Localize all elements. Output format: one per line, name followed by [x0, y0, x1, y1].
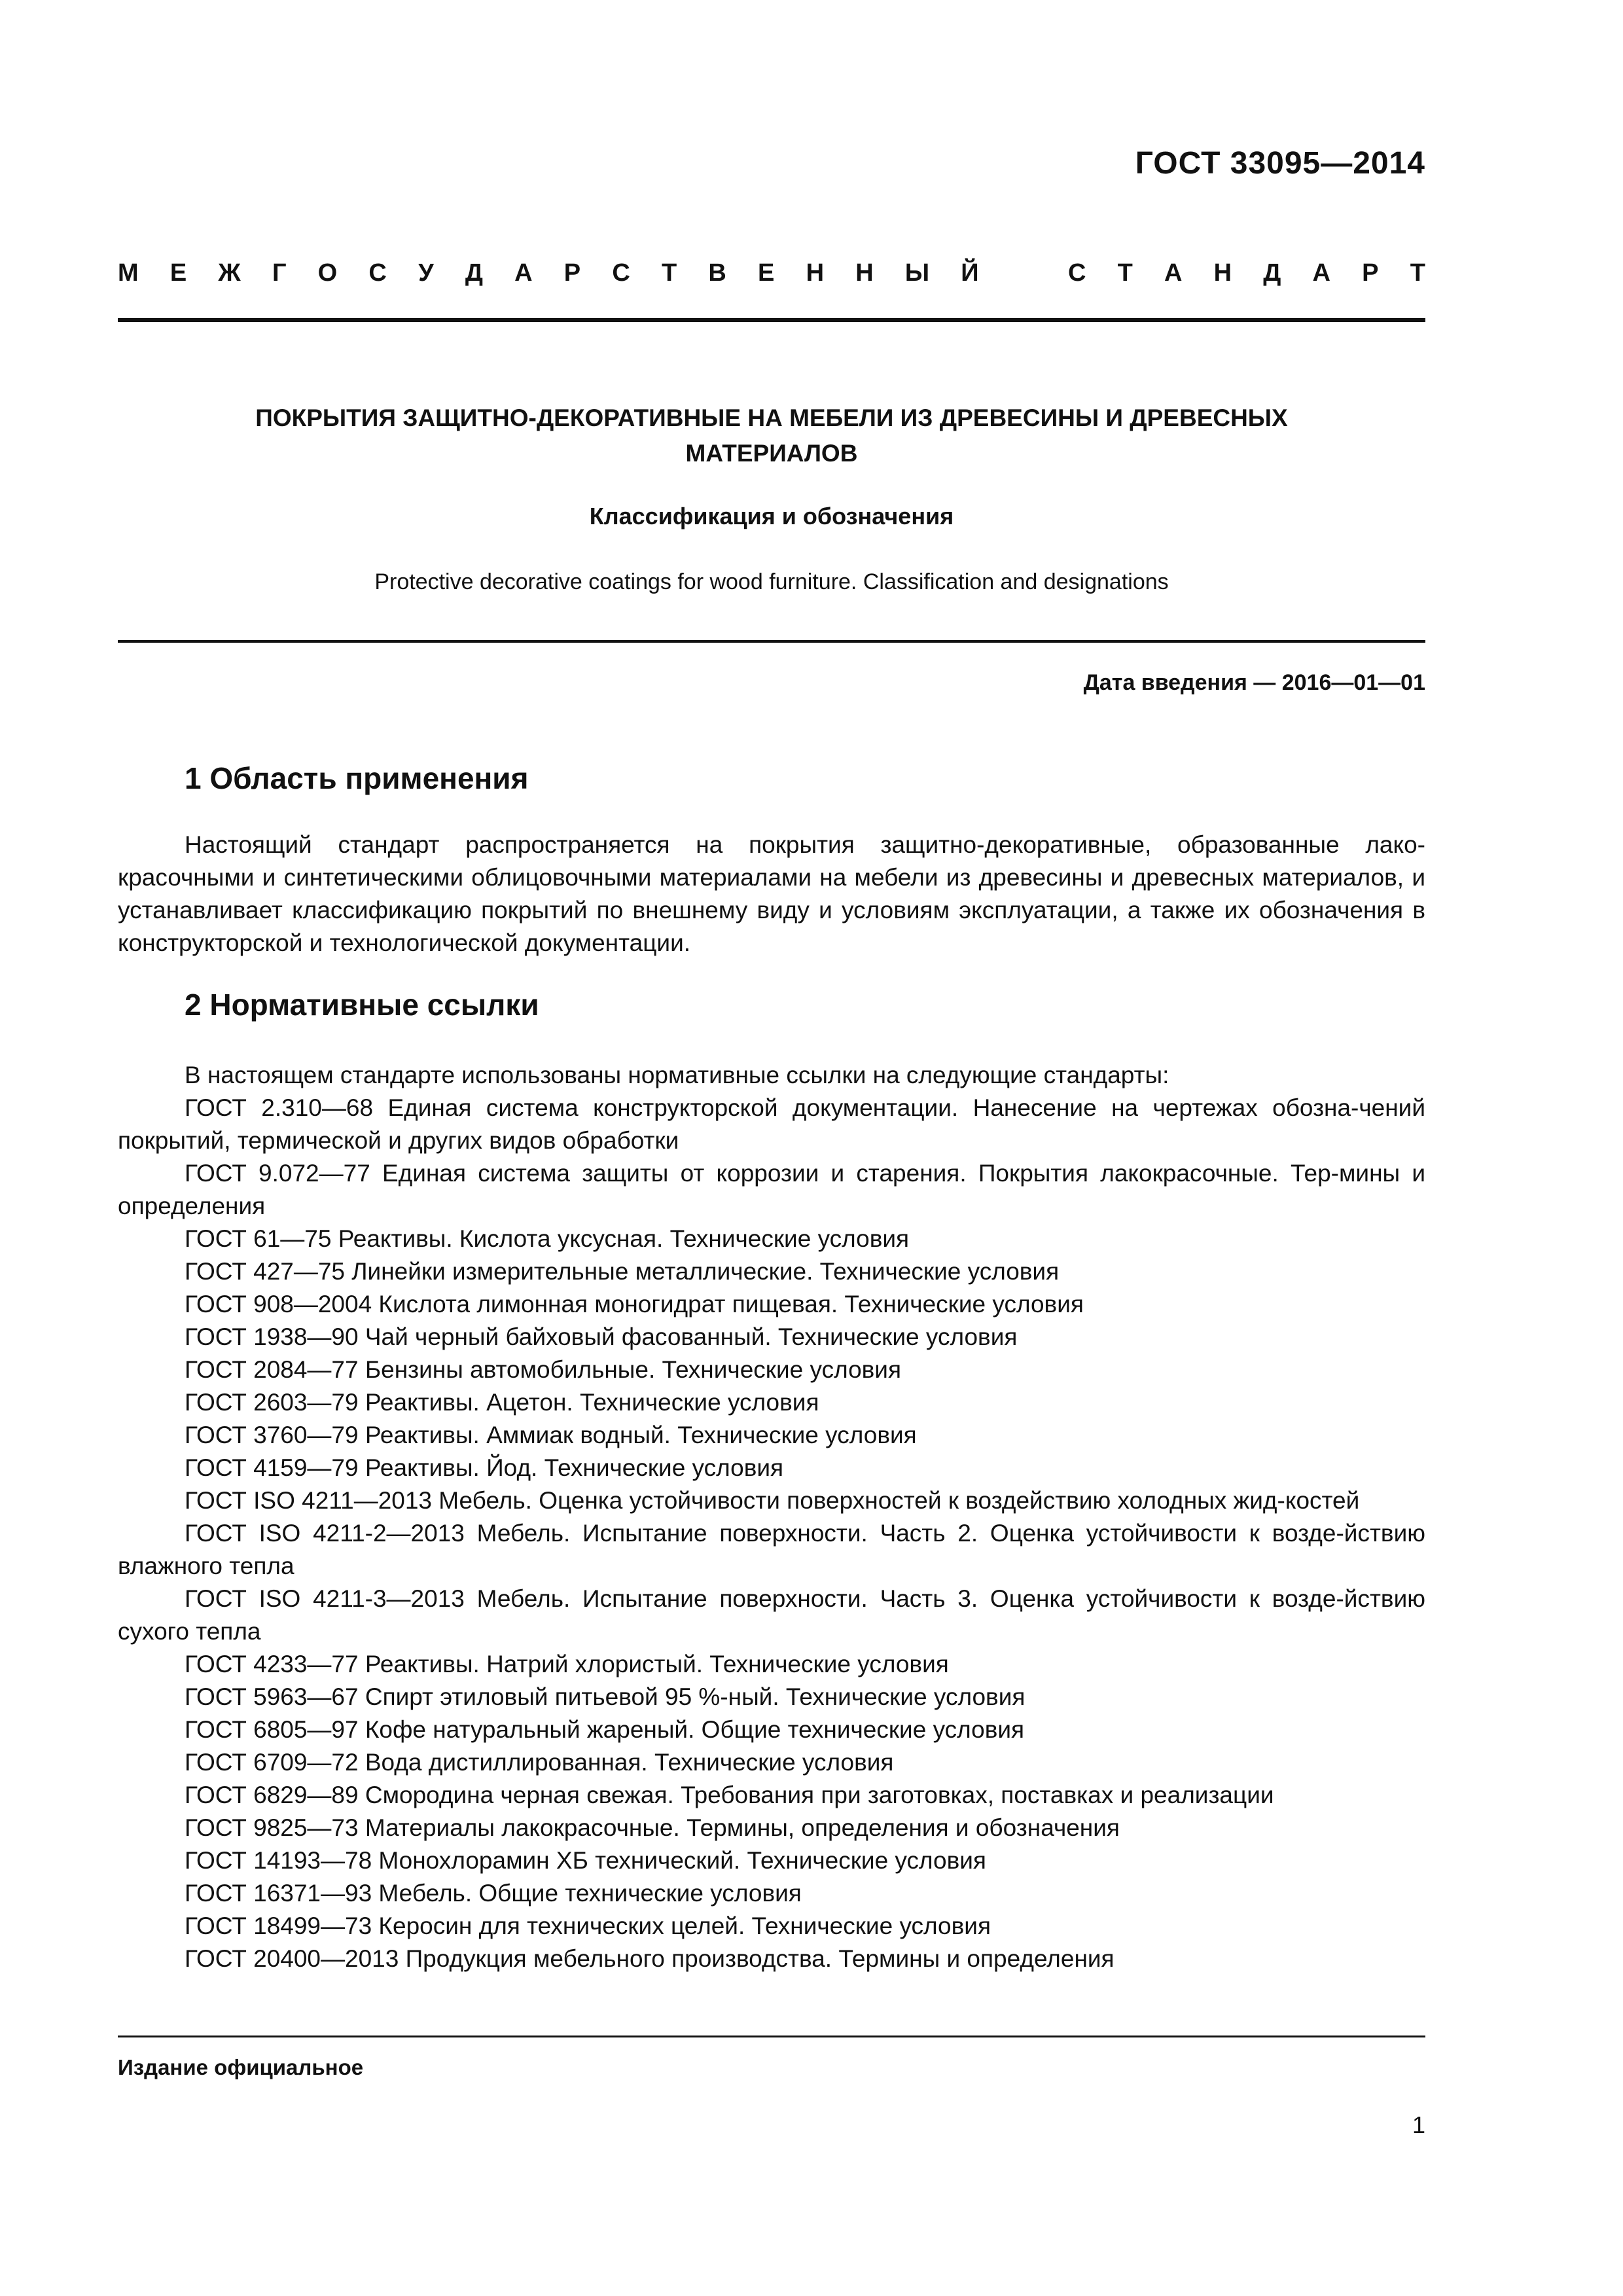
reference-item: ГОСТ 6829—89 Смородина черная свежая. Требования при заготовках, поставках и реализации	[185, 1782, 1274, 1808]
reference-item: ГОСТ 4233—77 Реактивы. Натрий хлористый. Технические условия	[185, 1651, 949, 1677]
banner-letter: Р	[1362, 259, 1379, 287]
banner-letter: Т	[1410, 259, 1425, 287]
banner-letter: Д	[465, 259, 483, 287]
banner-letter: Н	[806, 259, 825, 287]
reference-item: ГОСТ 18499—73 Керосин для технических целей. Технические условия	[185, 1912, 991, 1939]
banner-letter: Р	[563, 259, 581, 287]
banner-gap	[1010, 259, 1037, 287]
reference-item: ГОСТ 4159—79 Реактивы. Йод. Технические условия	[185, 1454, 784, 1481]
banner-letter: У	[418, 259, 434, 287]
banner-letter: Ы	[904, 259, 930, 287]
official-edition-label: Издание официальное	[118, 2055, 364, 2079]
references-intro: В настоящем стандарте использованы нормативные ссылки на следующие стандарты:	[185, 1062, 1169, 1088]
banner-letter: Е	[758, 259, 775, 287]
section-2-heading: 2 Нормативные ссылки	[185, 988, 539, 1022]
title-rule	[118, 640, 1425, 643]
reference-item: ГОСТ ISO 4211-3—2013 Мебель. Испытание поверхности. Часть 3. Оценка устойчивости к возде-йствию сухого тепла	[118, 1585, 1425, 1645]
banner-letter: Т	[1117, 259, 1133, 287]
reference-item: ГОСТ ISO 4211—2013 Мебель. Оценка устойчивости поверхностей к воздействию холодных жид-костей	[185, 1487, 1360, 1514]
reference-item: ГОСТ 2084—77 Бензины автомобильные. Технические условия	[185, 1356, 902, 1383]
normative-references	[118, 1059, 1425, 1975]
reference-item: ГОСТ 61—75 Реактивы. Кислота уксусная. Технические условия	[185, 1225, 910, 1252]
banner-letter: О	[317, 259, 338, 287]
banner-letter: Ж	[218, 259, 241, 287]
reference-item: ГОСТ 16371—93 Мебель. Общие технические условия	[185, 1880, 802, 1907]
reference-item: ГОСТ 427—75 Линейки измерительные металлические. Технические условия	[185, 1258, 1060, 1285]
banner-letter: Д	[1263, 259, 1281, 287]
reference-item: ГОСТ 5963—67 Спирт этиловый питьевой 95 %-ный. Технические условия	[185, 1683, 1026, 1710]
banner-letter: А	[514, 259, 533, 287]
reference-item: ГОСТ 6709—72 Вода дистиллированная. Технические условия	[185, 1749, 894, 1776]
document-subtitle: Классификация и обозначения	[589, 503, 954, 529]
reference-item: ГОСТ 2603—79 Реактивы. Ацетон. Технические условия	[185, 1389, 819, 1416]
banner-letter: Г	[272, 259, 287, 287]
title-line-1: ПОКРЫТИЯ ЗАЩИТНО-ДЕКОРАТИВНЫЕ НА МЕБЕЛИ ИЗ ДРЕВЕСИНЫ И ДРЕВЕСНЫХ	[255, 404, 1288, 431]
reference-item: ГОСТ 9825—73 Материалы лакокрасочные. Термины, определения и обозначения	[185, 1814, 1120, 1841]
banner-letter: А	[1312, 259, 1330, 287]
reference-item: ГОСТ 20400—2013 Продукция мебельного производства. Термины и определения	[185, 1945, 1115, 1972]
reference-item: ГОСТ 2.310—68 Единая система конструкторской документации. Нанесение на чертежах обозна-чений покрытий, термической и других видов обработки	[118, 1094, 1425, 1154]
banner-letter: Й	[961, 259, 979, 287]
banner-letter: С	[612, 259, 630, 287]
reference-item: ГОСТ 3760—79 Реактивы. Аммиак водный. Технические условия	[185, 1422, 917, 1448]
banner-letter: Е	[169, 259, 187, 287]
reference-item: ГОСТ 1938—90 Чай черный байховый фасованный. Технические условия	[185, 1323, 1018, 1350]
footer-rule	[118, 2036, 1425, 2037]
reference-item: ГОСТ 6805—97 Кофе натуральный жареный. Общие технические условия	[185, 1716, 1025, 1743]
banner-letter: В	[708, 259, 726, 287]
interstate-standard-banner	[118, 259, 1425, 287]
section-1-text: Настоящий стандарт распространяется на покрытия защитно-декоративные, образованные лако-красочными и синтетическими облицовочными материалами на мебели из древесины и древесных материалов, и устанавливает классификацию покрытий по внешнему виду и условиям эксплуатации, а также их обозначения в конструкторской и технологической документации.	[118, 831, 1425, 956]
header-rule	[118, 318, 1425, 322]
banner-letter: Н	[1213, 259, 1232, 287]
reference-item: ГОСТ 9.072—77 Единая система защиты от коррозии и старения. Покрытия лакокрасочные. Тер-мины и определения	[118, 1160, 1425, 1219]
page-number: 1	[1412, 2111, 1425, 2138]
reference-item: ГОСТ 14193—78 Монохлорамин ХБ технический. Технические условия	[185, 1847, 986, 1874]
banner-letter: Т	[661, 259, 677, 287]
banner-letter: Н	[855, 259, 874, 287]
introduction-date: Дата введения — 2016—01—01	[1083, 670, 1425, 695]
banner-letter: М	[118, 259, 139, 287]
english-title: Protective decorative coatings for wood furniture. Classification and designations	[374, 569, 1169, 594]
section-1-heading: 1 Область применения	[185, 761, 529, 795]
title-line-2: МАТЕРИАЛОВ	[685, 440, 858, 467]
banner-letter: А	[1164, 259, 1183, 287]
reference-item: ГОСТ ISO 4211-2—2013 Мебель. Испытание поверхности. Часть 2. Оценка устойчивости к возде-йствию влажного тепла	[118, 1520, 1425, 1579]
document-title	[118, 401, 1425, 471]
banner-letter: С	[368, 259, 387, 287]
document-number: ГОСТ 33095—2014	[1135, 146, 1425, 181]
reference-item: ГОСТ 908—2004 Кислота лимонная моногидрат пищевая. Технические условия	[185, 1291, 1084, 1318]
references-list	[118, 1092, 1425, 1975]
banner-letter: С	[1067, 259, 1086, 287]
